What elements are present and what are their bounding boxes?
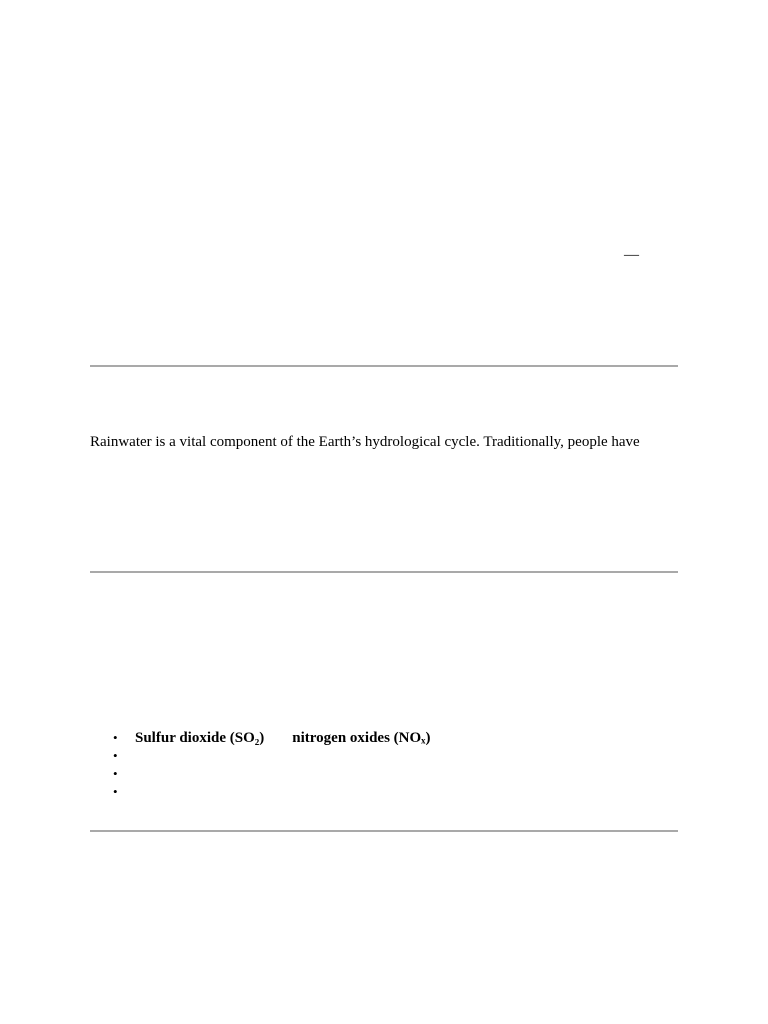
list-item <box>90 765 430 783</box>
pollutant-list <box>90 729 430 801</box>
horizontal-rule <box>90 365 678 367</box>
list-item <box>90 729 430 747</box>
horizontal-rule <box>90 830 678 832</box>
intro-paragraph: Rainwater is a vital component of the Earth’s hydrological cycle. Traditionally, people have <box>90 434 640 450</box>
bullet-icon: • <box>113 748 118 763</box>
pollutant-term: nitrogen oxides (NOₓ) <box>292 730 431 746</box>
list-item <box>90 783 430 801</box>
pollutant-term: Sulfur dioxide (SO₂) <box>135 730 265 746</box>
bullet-icon: • <box>113 784 118 799</box>
horizontal-rule <box>90 571 678 573</box>
list-item <box>90 747 430 765</box>
em-dash: — <box>624 247 639 263</box>
bullet-icon: • <box>113 730 118 745</box>
bullet-icon: • <box>113 766 118 781</box>
